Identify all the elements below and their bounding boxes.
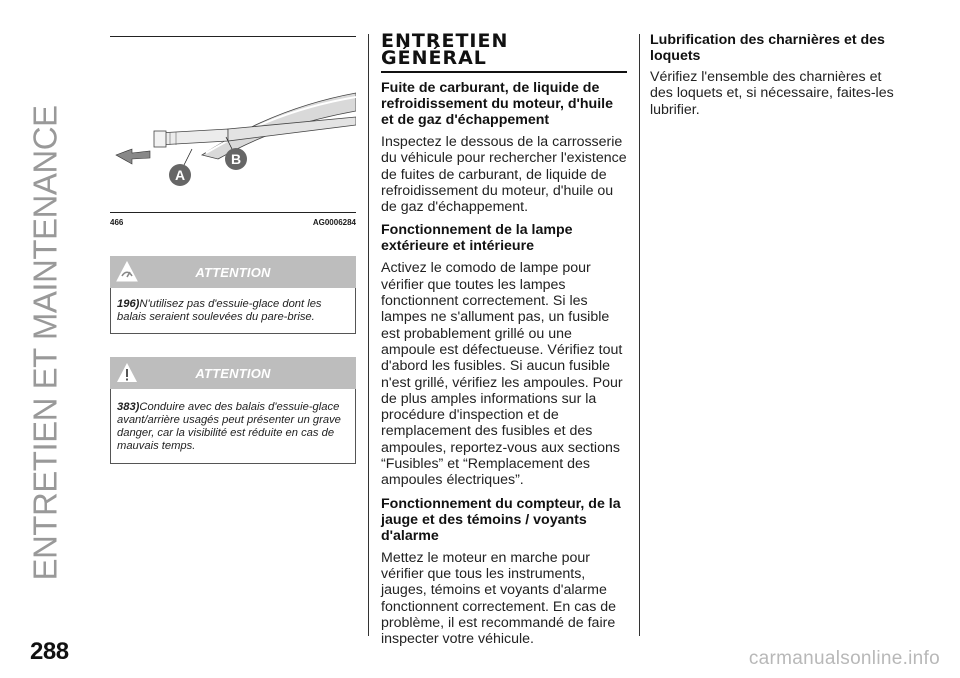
section-body-lubrification: Vérifiez l'ensemble des charnières et des loquets et, si nécessaire, faites-les lubrifier. (650, 69, 894, 118)
warning-header-1 (110, 256, 356, 288)
wiper-warning-icon (116, 260, 138, 284)
warning-title-1: ATTENTION (195, 264, 271, 280)
wiper-figure (110, 36, 356, 213)
section-heading-compteur: Fonctionnement du compteur, de la jauge et des témoins / voyants d'alarme (381, 495, 621, 544)
main-heading-line-1: ENTRETIEN (381, 30, 509, 52)
exclamation-warning-icon (116, 361, 138, 385)
page-number: 288 (30, 638, 69, 665)
warning-ref-1: 196) (117, 298, 140, 310)
main-heading-line-2: GÉNÉRAL (381, 47, 487, 69)
warning-header-2 (110, 357, 356, 389)
warning-box-2 (110, 357, 356, 464)
warning-ref-2: 383) (117, 401, 140, 413)
main-heading (381, 30, 627, 73)
section-body-compteur: Mettez le moteur en marche pour vérifier que tous les instruments, jauges, témoins et voyants d'alarme fonctionnent correctement. En cas de problème, il est recommandé de faire inspecter votre véhicule. (381, 549, 617, 648)
callout-a-label: A (174, 167, 186, 183)
warning-box-1 (110, 256, 356, 334)
wiper-blade-illustration (110, 37, 356, 213)
section-heading-lubrification: Lubrification des charnières et des loquets (650, 32, 885, 64)
figure-caption (110, 212, 356, 227)
figure-code: AG0006284 (312, 218, 356, 227)
middle-column (381, 30, 627, 648)
section-side-title-text: ENTRETIEN ET MAINTENANCE (27, 105, 65, 581)
warning-text-1: N'utilisez pas d'essuie-glace dont les balais seraient soulevées du pare-brise. (117, 298, 322, 323)
section-heading-fuite: Fuite de carburant, de liquide de refroidissement du moteur, d'huile et de gaz d'échappement (381, 80, 613, 128)
watermark: carmanualsonline.info (748, 648, 940, 669)
figure-number: 466 (110, 218, 124, 227)
warning-text-2: Conduire avec des balais d'essuie-glace avant/arrière usagés peut présenter un grave danger, car la visibilité est réduite en cas de mauvais temps. (117, 401, 341, 452)
warning-body-2 (110, 389, 356, 464)
section-body-lampe: Activez le comodo de lampe pour vérifier que toutes les lampes fonctionnent correctement. Si les lampes ne s'allument pas, un fusible est probablement grillé ou une ampoule est défectueuse. Vérifiez tout d'abord les fusibles. Si aucun fusible n'est grillé, vérifiez les ampoules. Pour de plus amples informations sur la procédure d'inspection et de remplacement des fusibles et des ampoules, reportez-vous aux sections “Fusibles” et “Remplacement des ampoules électriques”. (381, 260, 623, 489)
warning-title-2: ATTENTION (195, 365, 271, 381)
warning-body-1 (110, 288, 356, 334)
section-body-fuite: Inspectez le dessous de la carrosserie du véhicule pour rechercher l'existence de fuites de carburant, de liquide de refroidissement du moteur, d'huile ou de gaz d'échappement. (381, 134, 627, 216)
section-side-title (26, 24, 66, 614)
column-divider-2 (639, 34, 640, 636)
section-heading-lampe: Fonctionnement de la lampe extérieure et intérieure (381, 222, 573, 255)
column-divider-1 (368, 34, 369, 636)
right-column (650, 32, 894, 118)
callout-b-label: B (230, 151, 242, 167)
